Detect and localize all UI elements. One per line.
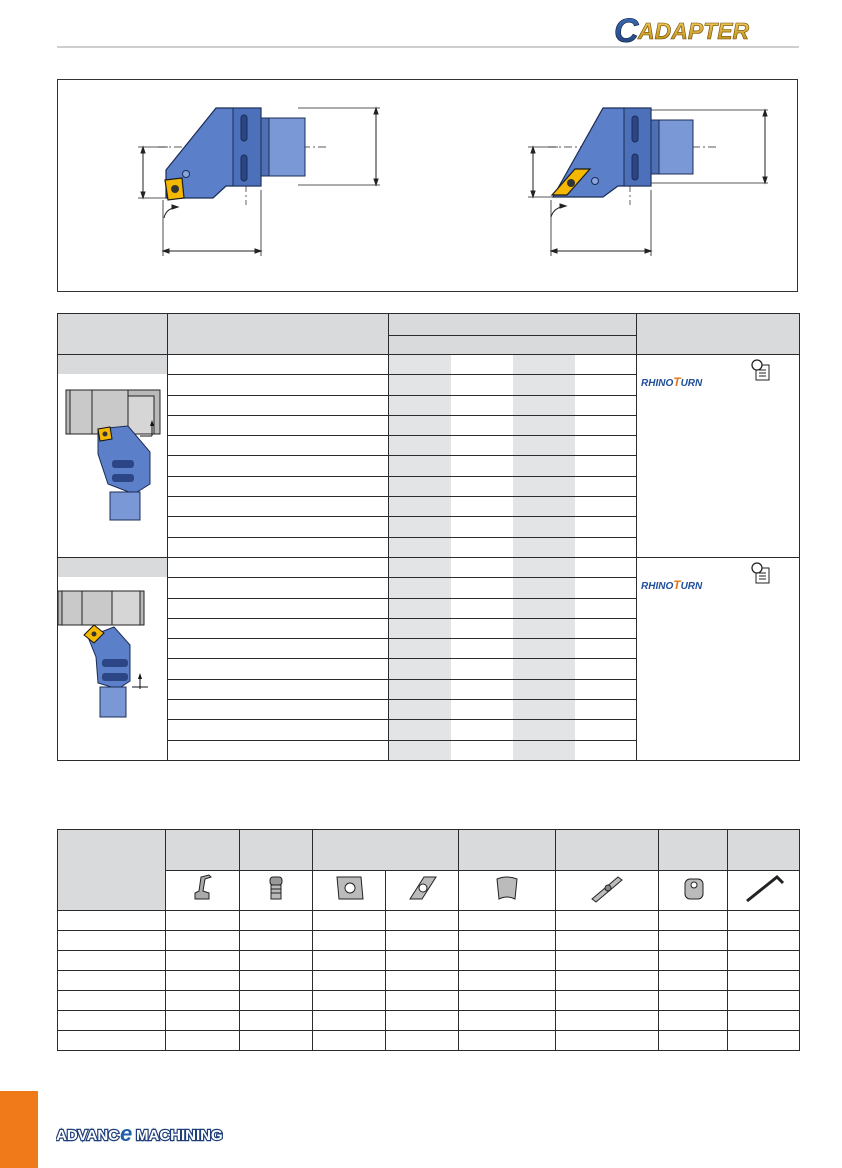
- table-cell: [575, 679, 637, 699]
- table-cell: [389, 415, 451, 435]
- table-cell: [168, 679, 389, 699]
- table-cell: [513, 395, 575, 415]
- table-cell: [575, 537, 637, 557]
- table-cell: [168, 740, 389, 760]
- table-cell: [459, 991, 556, 1011]
- table-cell: [513, 700, 575, 720]
- table-cell: [459, 911, 556, 931]
- table-cell: [575, 436, 637, 456]
- table-cell: [575, 375, 637, 395]
- table-cell: [556, 931, 659, 951]
- brand-letter-c: C: [614, 12, 639, 46]
- square-shim-icon: [329, 871, 369, 905]
- table-cell: [166, 931, 240, 951]
- table-cell: [575, 558, 637, 578]
- table-cell: [166, 951, 240, 971]
- section-1-tool-illustration: [58, 374, 168, 552]
- table-row: [58, 558, 800, 578]
- table-cell: [168, 355, 389, 375]
- table-cell: [389, 618, 451, 638]
- table-cell: [166, 1011, 240, 1031]
- table-cell: [386, 951, 459, 971]
- table-cell: [513, 639, 575, 659]
- table-cell: [389, 558, 451, 578]
- table-cell: [659, 1011, 728, 1031]
- table-cell: [451, 720, 513, 740]
- magnifier-document-icon[interactable]: [749, 561, 771, 585]
- table-cell: [451, 497, 513, 517]
- table-cell: [513, 537, 575, 557]
- table-cell: [451, 558, 513, 578]
- table-cell: [575, 659, 637, 679]
- table-cell: [513, 679, 575, 699]
- table-cell: [240, 971, 313, 991]
- table-cell: [389, 456, 451, 476]
- table-cell: [451, 618, 513, 638]
- table-cell: [513, 497, 575, 517]
- holder-dimension-drawings: [58, 80, 799, 293]
- table-cell: [58, 991, 166, 1011]
- page-edge-tab: [0, 1091, 38, 1168]
- table-cell: [389, 578, 451, 598]
- parts-icon-cell: [659, 871, 728, 911]
- table-cell: [728, 931, 800, 951]
- table-cell: [459, 951, 556, 971]
- table-cell: [728, 991, 800, 1011]
- section-1-series-cell: [637, 355, 800, 558]
- table-cell: [168, 700, 389, 720]
- table-cell: [575, 618, 637, 638]
- logo-text-machining: MACHINING: [136, 1127, 223, 1144]
- table-cell: [58, 911, 166, 931]
- nut-icon: [673, 871, 713, 905]
- table-cell: [451, 679, 513, 699]
- table-cell: [575, 517, 637, 537]
- table-cell: [168, 598, 389, 618]
- table-cell: [313, 951, 386, 971]
- table-cell: [240, 1031, 313, 1051]
- table-cell: [575, 578, 637, 598]
- parts-header-cell: [659, 830, 728, 871]
- table-cell: [728, 1011, 800, 1031]
- dimension-drawing-panel: [57, 79, 798, 292]
- parts-header-cell: [240, 830, 313, 871]
- parts-icon-cell: [313, 871, 386, 911]
- table-cell: [451, 578, 513, 598]
- parts-header-cell: [556, 830, 659, 871]
- table-cell: [389, 517, 451, 537]
- table-cell: [386, 911, 459, 931]
- pin-icon: [582, 871, 632, 905]
- table-cell: [451, 740, 513, 760]
- table-cell: [240, 991, 313, 1011]
- brand-word-adapter: ADAPTER: [638, 18, 750, 44]
- table-cell: [168, 497, 389, 517]
- logo-letter-e: e: [120, 1122, 133, 1144]
- table-cell: [575, 740, 637, 760]
- table-cell: [168, 395, 389, 415]
- table-cell: [459, 931, 556, 951]
- table-cell: [575, 456, 637, 476]
- table-cell: [389, 740, 451, 760]
- table-row: [58, 1031, 800, 1051]
- table-cell: [451, 375, 513, 395]
- table-cell: [556, 951, 659, 971]
- table-cell: [728, 1031, 800, 1051]
- table-cell: [513, 375, 575, 395]
- table-cell: [168, 639, 389, 659]
- table-cell: [659, 1031, 728, 1051]
- parts-icon-row: [58, 871, 800, 911]
- table-cell: [513, 436, 575, 456]
- parts-header-cell: [313, 830, 459, 871]
- hex-key-icon: [739, 871, 789, 905]
- section-2-tool-illustration: [58, 577, 168, 755]
- table-cell: [313, 1031, 386, 1051]
- rhinoturn-logo: RHINOTURN: [641, 375, 703, 389]
- table-cell: [168, 537, 389, 557]
- table-cell: [168, 558, 389, 578]
- table-row: [58, 951, 800, 971]
- table-cell: [386, 1031, 459, 1051]
- table-cell: [389, 537, 451, 557]
- table-cell: [451, 436, 513, 456]
- advance-machining-logo: [56, 1122, 228, 1144]
- parts-icon-cell: [240, 871, 313, 911]
- parts-header-cell: [728, 830, 800, 871]
- magnifier-document-icon[interactable]: [749, 358, 771, 382]
- parts-icon-cell: [728, 871, 800, 911]
- parts-header-cell: [58, 830, 166, 911]
- table-row: [58, 355, 800, 375]
- table-cell: [728, 971, 800, 991]
- holder-spec-table: [57, 313, 800, 761]
- table-cell: [389, 700, 451, 720]
- spec-header-cell: [168, 314, 389, 355]
- parts-icon-cell: [386, 871, 459, 911]
- parts-icon-cell: [166, 871, 240, 911]
- table-cell: [168, 517, 389, 537]
- parts-header-cell: [166, 830, 240, 871]
- table-cell: [556, 971, 659, 991]
- parts-header-row: [58, 830, 800, 871]
- table-cell: [451, 476, 513, 496]
- table-cell: [168, 436, 389, 456]
- table-cell: [459, 1031, 556, 1051]
- table-cell: [575, 700, 637, 720]
- table-cell: [659, 971, 728, 991]
- table-cell: [168, 578, 389, 598]
- table-cell: [459, 971, 556, 991]
- table-cell: [166, 971, 240, 991]
- table-cell: [313, 971, 386, 991]
- parts-icon-cell: [556, 871, 659, 911]
- section-1-illustration-cell: [58, 355, 168, 558]
- table-cell: [386, 991, 459, 1011]
- table-row: [58, 991, 800, 1011]
- table-cell: [451, 700, 513, 720]
- table-cell: [389, 720, 451, 740]
- table-cell: [575, 639, 637, 659]
- spec-header-cell: [58, 314, 168, 355]
- table-cell: [513, 578, 575, 598]
- table-cell: [575, 395, 637, 415]
- parts-header-cell: [459, 830, 556, 871]
- table-cell: [451, 659, 513, 679]
- table-row: [58, 971, 800, 991]
- table-cell: [240, 951, 313, 971]
- table-cell: [168, 618, 389, 638]
- table-cell: [575, 415, 637, 435]
- table-cell: [575, 720, 637, 740]
- table-cell: [166, 911, 240, 931]
- table-cell: [386, 971, 459, 991]
- table-cell: [575, 355, 637, 375]
- table-cell: [389, 395, 451, 415]
- table-cell: [556, 1011, 659, 1031]
- table-cell: [728, 951, 800, 971]
- table-cell: [168, 375, 389, 395]
- left-holder-body: [165, 108, 305, 200]
- table-cell: [313, 1011, 386, 1031]
- table-cell: [389, 659, 451, 679]
- table-cell: [556, 991, 659, 1011]
- diamond-shim-icon: [402, 871, 442, 905]
- table-cell: [451, 395, 513, 415]
- table-cell: [659, 991, 728, 1011]
- table-cell: [513, 720, 575, 740]
- table-row: [58, 1011, 800, 1031]
- rhinoturn-logo: RHINOTURN: [641, 578, 703, 592]
- spec-header-cell: [637, 314, 800, 355]
- table-cell: [389, 476, 451, 496]
- spec-header-cell: [389, 314, 637, 336]
- c-adapter-brand-logo: [612, 12, 802, 46]
- screw-icon: [256, 871, 296, 905]
- table-cell: [513, 598, 575, 618]
- table-cell: [313, 911, 386, 931]
- right-holder-body: [552, 108, 693, 197]
- table-cell: [58, 971, 166, 991]
- table-cell: [513, 355, 575, 375]
- table-cell: [575, 598, 637, 618]
- table-cell: [240, 931, 313, 951]
- table-cell: [58, 1031, 166, 1051]
- table-cell: [240, 1011, 313, 1031]
- table-cell: [575, 476, 637, 496]
- table-cell: [386, 1011, 459, 1031]
- table-cell: [389, 375, 451, 395]
- table-cell: [513, 415, 575, 435]
- table-cell: [168, 476, 389, 496]
- table-cell: [168, 456, 389, 476]
- table-cell: [451, 415, 513, 435]
- table-cell: [728, 911, 800, 931]
- table-cell: [459, 1011, 556, 1031]
- table-cell: [168, 720, 389, 740]
- table-cell: [313, 991, 386, 1011]
- spec-header-row-1: [58, 314, 800, 336]
- table-cell: [659, 911, 728, 931]
- table-cell: [451, 456, 513, 476]
- parts-icon-cell: [459, 871, 556, 911]
- table-cell: [659, 931, 728, 951]
- table-cell: [389, 355, 451, 375]
- table-cell: [58, 951, 166, 971]
- table-cell: [513, 476, 575, 496]
- spec-header-cell: [389, 335, 637, 354]
- table-cell: [389, 497, 451, 517]
- table-cell: [513, 558, 575, 578]
- table-cell: [513, 517, 575, 537]
- table-cell: [166, 1031, 240, 1051]
- table-cell: [451, 355, 513, 375]
- table-cell: [389, 639, 451, 659]
- table-cell: [58, 931, 166, 951]
- table-cell: [513, 456, 575, 476]
- table-cell: [389, 679, 451, 699]
- table-cell: [451, 639, 513, 659]
- table-cell: [168, 659, 389, 679]
- table-cell: [513, 740, 575, 760]
- table-cell: [240, 911, 313, 931]
- table-cell: [513, 618, 575, 638]
- table-cell: [513, 659, 575, 679]
- table-cell: [451, 598, 513, 618]
- section-2-series-cell: [637, 558, 800, 761]
- header-rule: [57, 46, 799, 48]
- table-cell: [451, 517, 513, 537]
- table-cell: [313, 931, 386, 951]
- table-cell: [556, 911, 659, 931]
- table-cell: [451, 537, 513, 557]
- table-cell: [575, 497, 637, 517]
- table-cell: [556, 1031, 659, 1051]
- table-cell: [389, 436, 451, 456]
- table-cell: [58, 1011, 166, 1031]
- clamp-icon: [183, 871, 223, 905]
- logo-text-advanc: ADVANC: [56, 1127, 120, 1144]
- table-cell: [386, 931, 459, 951]
- sleeve-icon: [487, 871, 527, 905]
- table-row: [58, 931, 800, 951]
- table-cell: [659, 951, 728, 971]
- table-cell: [389, 598, 451, 618]
- section-2-illustration-cell: [58, 558, 168, 761]
- spare-parts-table: [57, 829, 800, 1051]
- table-cell: [166, 991, 240, 1011]
- table-cell: [168, 415, 389, 435]
- table-row: [58, 911, 800, 931]
